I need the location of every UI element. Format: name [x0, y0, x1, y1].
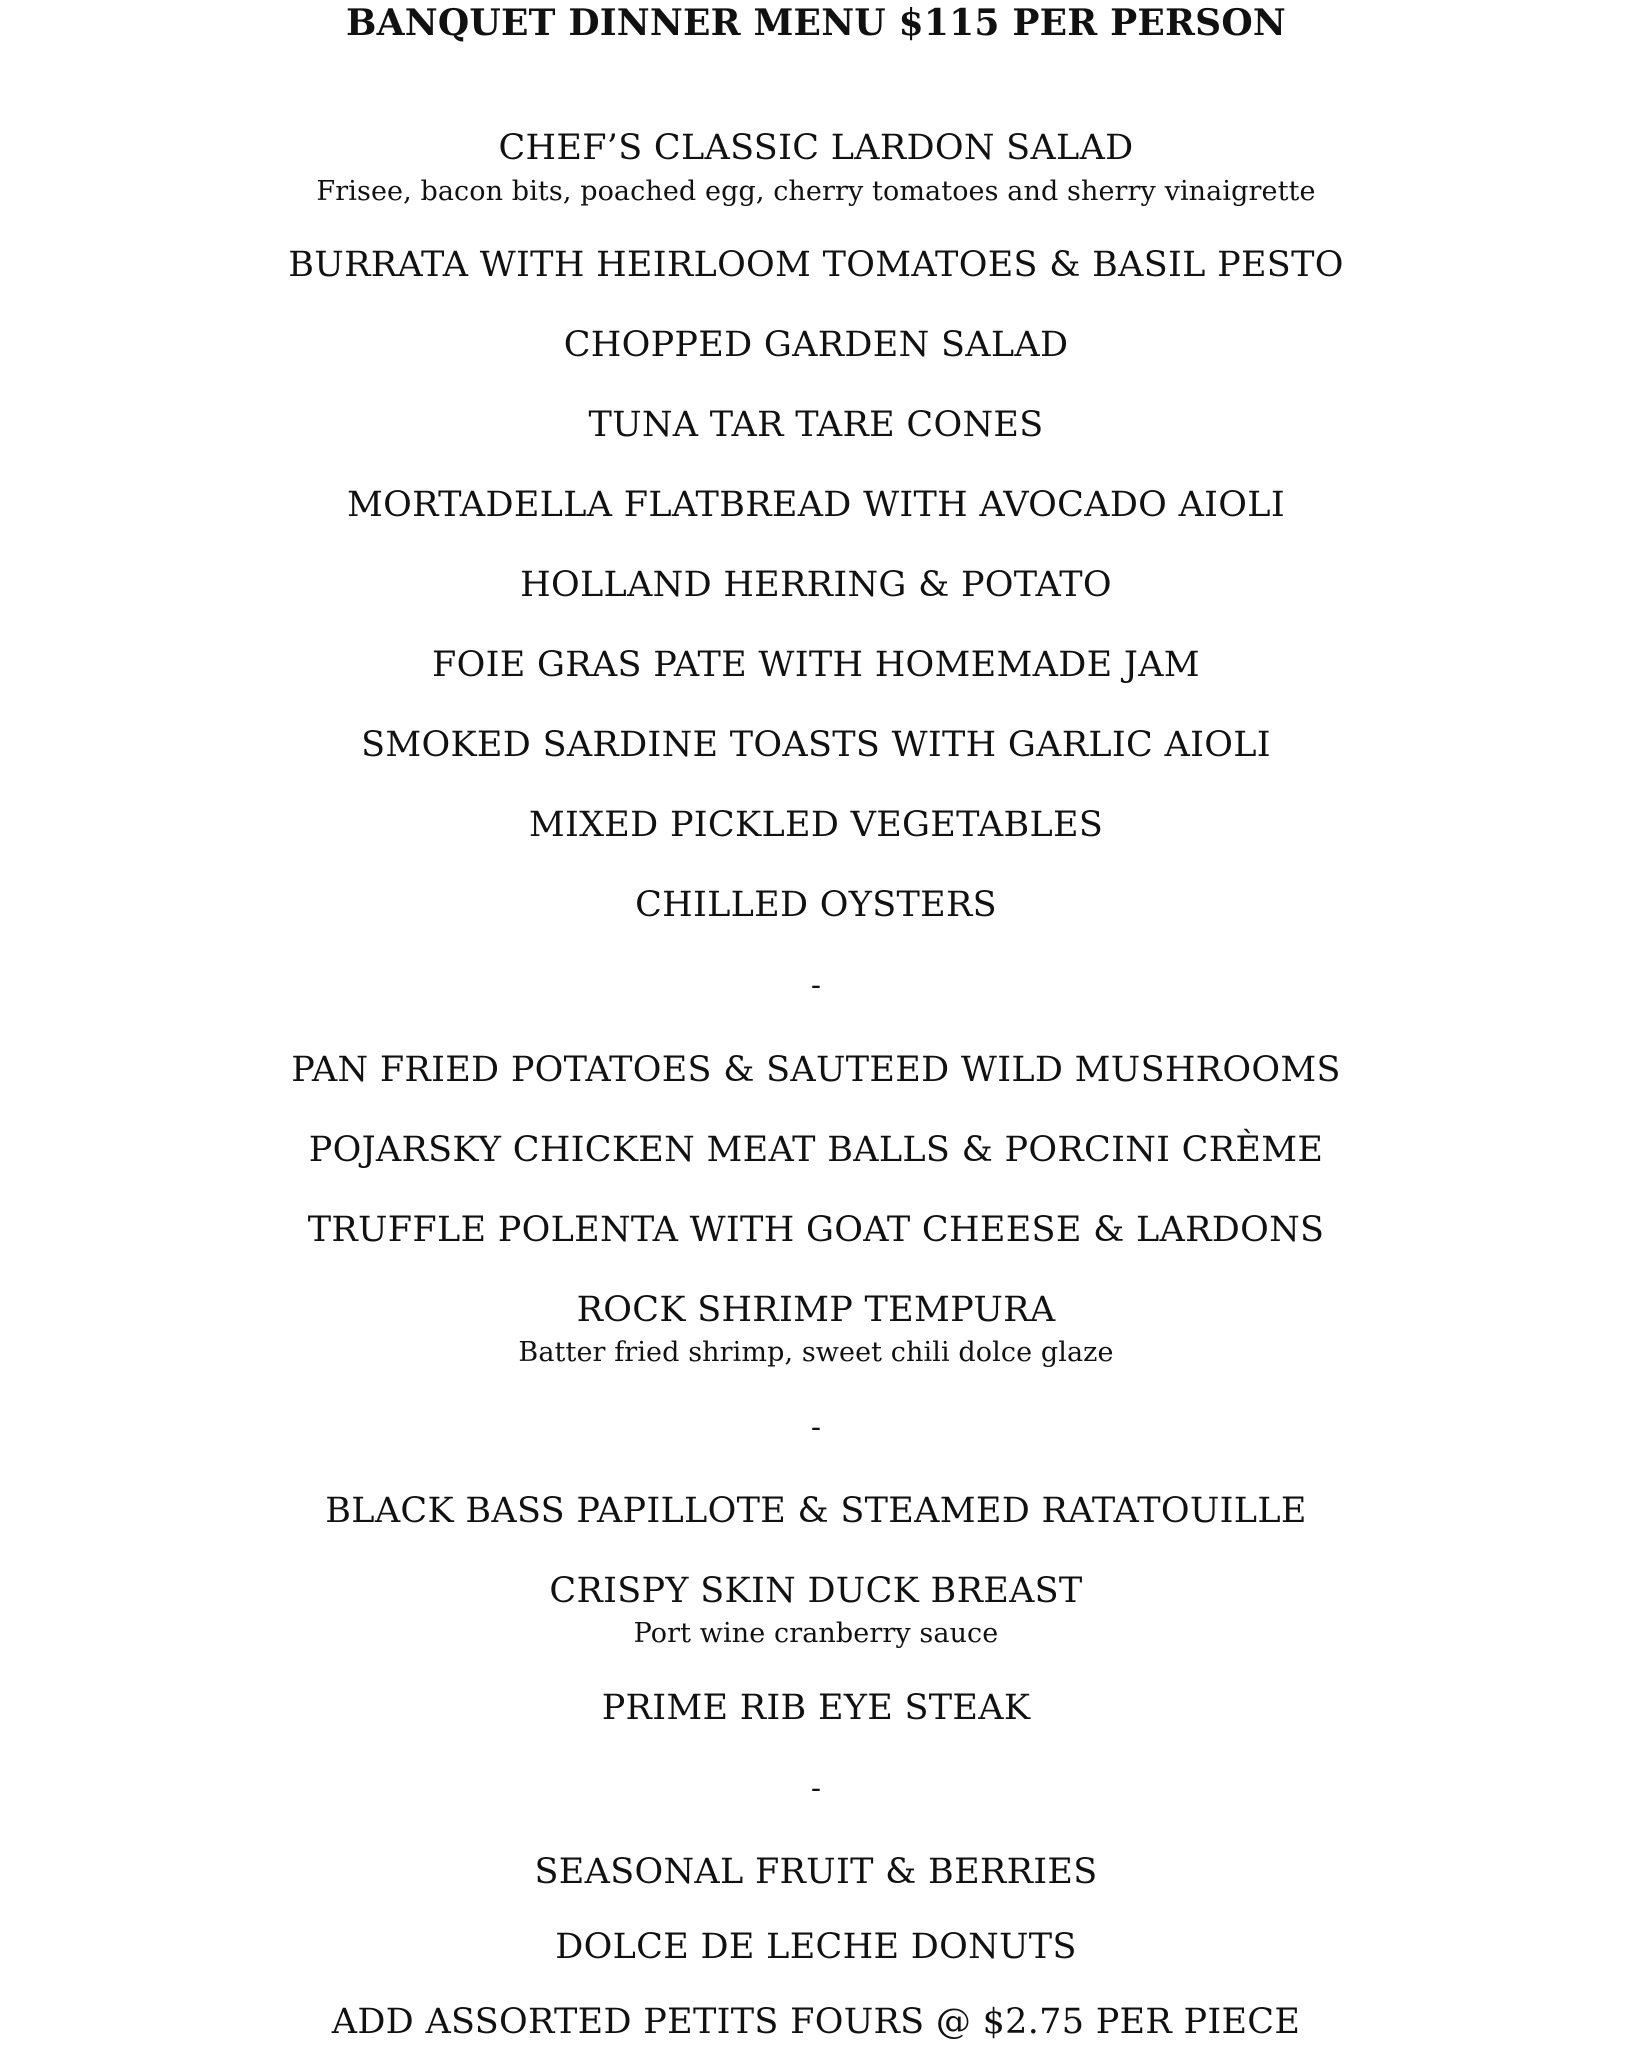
menu-item-donuts: DOLCE DE LECHE DONUTS [555, 1927, 1077, 1967]
menu-item-mortadella: MORTADELLA FLATBREAD WITH AVOCADO AIOLI [347, 485, 1285, 525]
menu-item-pan-fried-potatoes: PAN FRIED POTATOES & SAUTEED WILD MUSHROOMS [291, 1050, 1341, 1090]
menu-item-description: Batter fried shrimp, sweet chili dolce glaze [518, 1337, 1114, 1368]
menu-item-petits-fours: ADD ASSORTED PETITS FOURS @ $2.75 PER PIECE [331, 2002, 1301, 2042]
menu-item-lardon-salad: CHEF’S CLASSIC LARDON SALAD [498, 128, 1134, 168]
menu-item-description: Port wine cranberry sauce [633, 1618, 999, 1649]
menu-item-herring: HOLLAND HERRING & POTATO [520, 565, 1112, 605]
menu-item-duck-breast: CRISPY SKIN DUCK BREAST [549, 1571, 1083, 1611]
menu-item-fruit-berries: SEASONAL FRUIT & BERRIES [534, 1852, 1098, 1892]
menu-item-pickled-vegetables: MIXED PICKLED VEGETABLES [528, 805, 1104, 845]
course-separator: - [810, 968, 822, 1003]
menu-item-black-bass: BLACK BASS PAPILLOTE & STEAMED RATATOUILLE [325, 1491, 1307, 1531]
menu-item-tuna-cones: TUNA TAR TARE CONES [588, 405, 1044, 445]
course-separator: - [810, 1771, 822, 1806]
menu-item-sardine: SMOKED SARDINE TOASTS WITH GARLIC AIOLI [361, 725, 1271, 765]
menu-item-truffle-polenta: TRUFFLE POLENTA WITH GOAT CHEESE & LARDONS [307, 1210, 1325, 1250]
menu-title: BANQUET DINNER MENU $115 PER PERSON [345, 2, 1287, 44]
menu-item-shrimp-tempura: ROCK SHRIMP TEMPURA [576, 1290, 1056, 1330]
menu-item-foie-gras: FOIE GRAS PATE WITH HOMEMADE JAM [432, 645, 1200, 685]
menu-item-oysters: CHILLED OYSTERS [635, 885, 997, 925]
menu-item-pojarsky: POJARSKY CHICKEN MEAT BALLS & PORCINI CRÈME [308, 1130, 1324, 1170]
menu-item-burrata: BURRATA WITH HEIRLOOM TOMATOES & BASIL PESTO [288, 245, 1344, 285]
menu-item-description: Frisee, bacon bits, poached egg, cherry tomatoes and sherry vinaigrette [316, 176, 1316, 207]
course-separator: - [810, 1410, 822, 1445]
menu-item-rib-eye: PRIME RIB EYE STEAK [601, 1688, 1031, 1728]
menu-item-chopped-salad: CHOPPED GARDEN SALAD [563, 325, 1069, 365]
